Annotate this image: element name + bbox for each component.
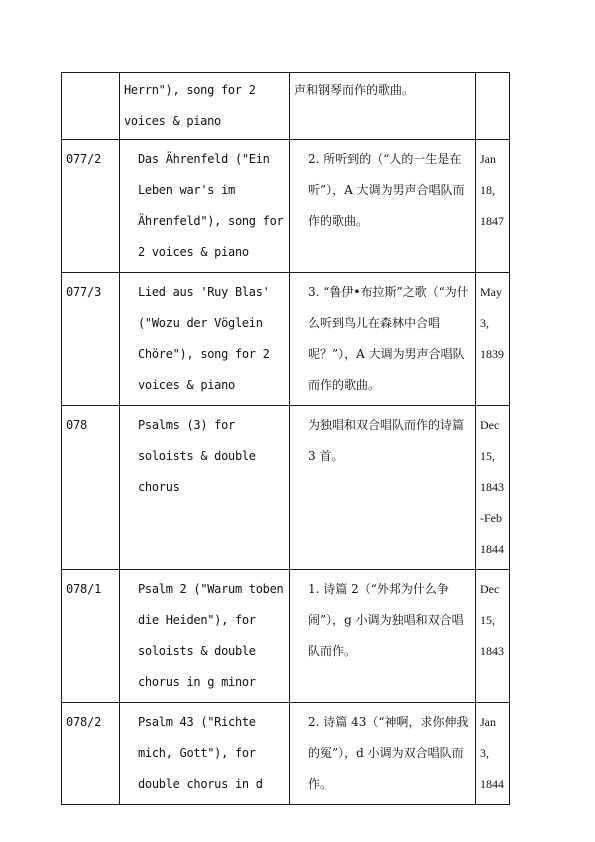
work-title-text: Lied aus 'Ruy Blas' ("Wozu der Vöglein Chöre"), song for 2 voices & piano [138,285,270,392]
work-title-cell [120,703,290,805]
chinese-description-text: 3. “鲁伊•布拉斯”之歌（“为什么听到鸟儿在森林中合唱呢？”），A 大调为男声合唱队而作的歌曲。 [308,285,469,392]
table-row [62,570,510,703]
chinese-description-cell [290,140,476,273]
chinese-description-text: 2. 诗篇 43（“神啊，求你伸我的冤”），d 小调为双合唱队而作。 [308,715,469,791]
work-title-text: Psalm 43 ("Richte mich, Gott"), for double chorus in d [138,715,263,791]
chinese-description-text: 声和钢琴而作的歌曲。 [294,83,415,97]
table-row [62,273,510,406]
works-table [61,72,510,805]
chinese-description-text: 2. 所听到的（“人的一生是在听”），A 大调为男声合唱队而作的歌曲。 [308,152,465,228]
work-number-cell [62,73,120,140]
table-row [62,703,510,805]
table-row [62,140,510,273]
date-cell: Jan 3, 1844 [476,703,510,805]
work-title-cell [120,140,290,273]
work-number-cell: 078/1 [62,570,120,703]
work-title-cell [120,406,290,570]
work-title-cell [120,570,290,703]
chinese-description-cell [290,73,476,140]
work-title-cell [120,273,290,406]
chinese-description-cell [290,570,476,703]
chinese-description-text: 为独唱和双合唱队而作的诗篇 3 首。 [308,418,465,463]
chinese-description-cell [290,703,476,805]
work-number-cell: 078/2 [62,703,120,805]
chinese-description-cell [290,273,476,406]
work-number-cell: 077/2 [62,140,120,273]
work-number-cell: 077/3 [62,273,120,406]
date-cell: Dec 15, 1843 [476,570,510,703]
table-row [62,406,510,570]
chinese-description-text: 1. 诗篇 2（“外邦为什么争闹”），g 小调为独唱和双合唱队而作。 [308,582,464,658]
date-cell [476,73,510,140]
work-number-cell: 078 [62,406,120,570]
work-title-text: Das Ährenfeld ("Ein Leben war's im Ährenfeld"), song for 2 voices & piano [138,152,284,259]
table-row [62,73,510,140]
work-title-cell [120,73,290,140]
date-cell: May 3, 1839 [476,273,510,406]
work-title-text: Herrn"), song for 2 voices & piano [124,83,256,128]
work-title-text: Psalm 2 ("Warum toben die Heiden"), for soloists & double chorus in g minor [138,582,284,689]
date-cell: Jan 18, 1847 [476,140,510,273]
work-title-text: Psalms (3) for soloists & double chorus [138,418,256,494]
date-cell: Dec 15, 1843-Feb 1844 [476,406,510,570]
chinese-description-cell [290,406,476,570]
